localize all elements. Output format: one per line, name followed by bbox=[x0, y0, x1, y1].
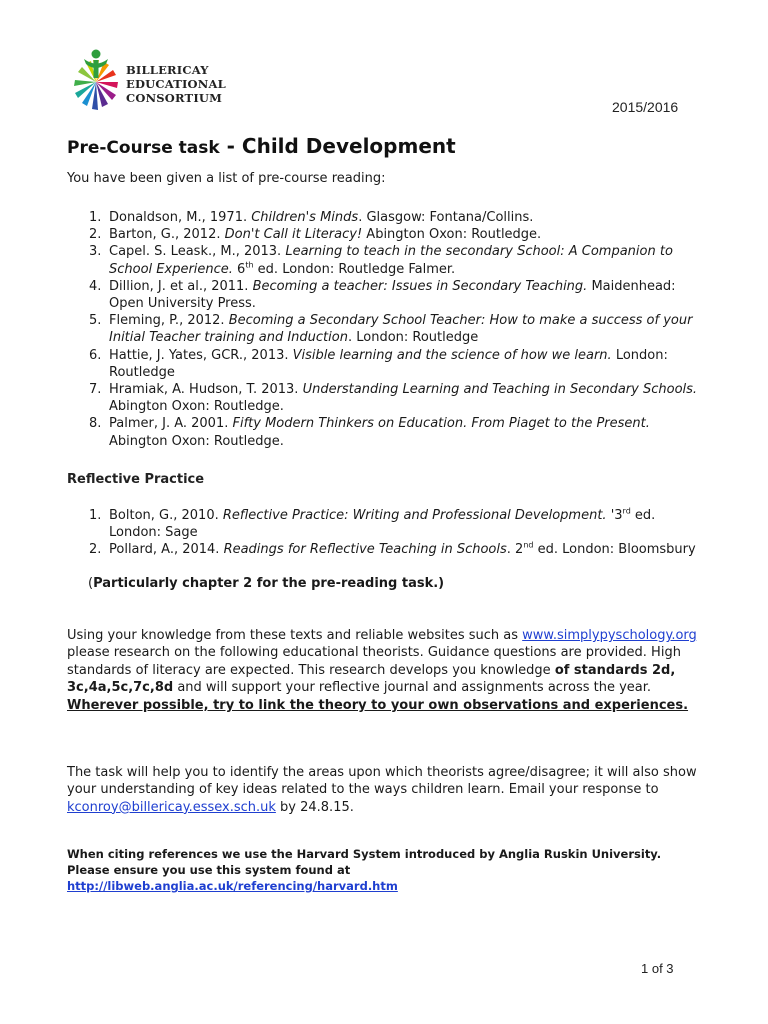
para-text: by 24.8.15. bbox=[275, 799, 354, 815]
para-text: When citing references we use the Harvard System introduced by Anglia Ruskin University. Please ensure you use this system found at bbox=[67, 847, 662, 877]
research-paragraph bbox=[67, 627, 707, 714]
ref-title: Becoming a Secondary School Teacher: How to make a success of your Initial Teacher training and Induction bbox=[109, 313, 693, 346]
ref-text: Donaldson, M., 1971. bbox=[109, 210, 252, 225]
simplypsychology-link[interactable]: www.simplypyschology.org bbox=[522, 628, 697, 643]
logo-line: EDUCATIONAL bbox=[126, 77, 226, 91]
list-number: 2. bbox=[89, 227, 102, 243]
reflective-practice-heading: Reflective Practice bbox=[67, 472, 205, 487]
ref-text: 6 bbox=[232, 261, 246, 277]
list-item bbox=[67, 209, 707, 226]
ref-text: . Glasgow: Fontana/Collins. bbox=[358, 210, 534, 225]
harvard-link[interactable]: http://libweb.anglia.ac.uk/referencing/harvard.htm bbox=[67, 879, 398, 893]
ref-text: ed. London: Routledge Falmer. bbox=[253, 261, 456, 277]
standards-text: of standards 2d, 3c,4a,5c,7c,8d bbox=[67, 662, 676, 696]
list-number: 1. bbox=[89, 508, 102, 523]
list-item bbox=[67, 507, 707, 541]
ref-text: Bolton, G., 2010. bbox=[109, 508, 223, 523]
ref-text: London: Routledge bbox=[109, 347, 668, 380]
para-text: please research on the following educational theorists. Guidance questions are provided. High standards of literacy are expected. This research develops you knowledge bbox=[67, 645, 681, 678]
para-text: The task will help you to identify the areas upon which theorists agree/disagree; it will also show your understanding of key ideas related to the ways children learn. Email your response to bbox=[67, 765, 697, 798]
ref-title: Reflective Practice: Writing and Professional Development. bbox=[222, 508, 607, 523]
ref-title: Readings for Reflective Teaching in Schools bbox=[223, 542, 507, 558]
ref-text: Hramiak, A. Hudson, T. 2013. bbox=[109, 382, 303, 398]
ref-text: Maidenhead: Open University Press. bbox=[109, 278, 676, 312]
ref-text: . 2 bbox=[506, 542, 524, 558]
list-item bbox=[67, 541, 707, 558]
consortium-name bbox=[126, 63, 226, 105]
ref-title: Fifty Modern Thinkers on Education. From Piaget to the Present. bbox=[232, 416, 650, 432]
email-link[interactable]: kconroy@billericay.essex.sch.uk bbox=[67, 799, 276, 815]
ref-title: Learning to teach in the secondary School: A Companion to School Experience. bbox=[109, 244, 673, 277]
ref-text: Fleming, P., 2012. bbox=[109, 313, 229, 329]
link-theory-text: Wherever possible, try to link the theory to your own observations and experiences. bbox=[67, 697, 689, 713]
ref-sup: nd bbox=[523, 541, 534, 551]
para-text: Using your knowledge from these texts and reliable websites such as bbox=[67, 628, 523, 643]
ref-text: Pollard, A., 2014. bbox=[109, 542, 224, 558]
list-number: 6. bbox=[89, 347, 102, 363]
ref-text: Dillion, J. et al., 2011. bbox=[109, 278, 253, 294]
pre-reading-note bbox=[88, 576, 444, 591]
ref-text: ed. London: Bloomsbury bbox=[533, 542, 696, 558]
ref-text: Abington Oxon: Routledge. bbox=[109, 399, 284, 415]
note-text: Particularly chapter 2 for the pre-reading task.) bbox=[93, 576, 445, 591]
page-title bbox=[67, 134, 456, 158]
ref-text: Barton, G., 2012. bbox=[109, 227, 225, 243]
consortium-logo-icon bbox=[66, 42, 126, 114]
ref-text: ed. London: Sage bbox=[109, 508, 656, 541]
ref-text: . London: Routledge bbox=[347, 330, 479, 346]
logo-line: CONSORTIUM bbox=[126, 91, 223, 105]
ref-text: Palmer, J. A. 2001. bbox=[109, 416, 233, 432]
list-number: 1. bbox=[89, 210, 102, 225]
academic-year: 2015/2016 bbox=[612, 99, 679, 115]
ref-title: Becoming a teacher: Issues in Secondary Teaching. bbox=[252, 278, 588, 294]
list-item bbox=[67, 415, 707, 449]
list-number: 2. bbox=[89, 542, 102, 558]
ref-title: Children's Minds bbox=[251, 210, 359, 225]
list-item bbox=[67, 226, 707, 243]
list-number: 3. bbox=[89, 244, 102, 260]
para-text: and will support your reflective journal and assignments across the year. bbox=[173, 680, 652, 696]
ref-title: Don't Call it Literacy! bbox=[224, 227, 363, 243]
logo-line: BILLERICAY bbox=[126, 63, 209, 77]
list-item bbox=[67, 381, 707, 415]
title-part-1: Pre-Course task bbox=[67, 138, 220, 158]
ref-title: Visible learning and the science of how we learn. bbox=[292, 347, 612, 363]
ref-title: Understanding Learning and Teaching in Secondary Schools. bbox=[302, 382, 698, 398]
ref-text: '3 bbox=[606, 508, 623, 523]
ref-text: Hattie, J. Yates, GCR., 2013. bbox=[109, 347, 293, 363]
list-number: 4. bbox=[89, 278, 102, 294]
page-number: 1 of 3 bbox=[641, 961, 674, 976]
intro-text: You have been given a list of pre-course reading: bbox=[67, 171, 386, 186]
list-item bbox=[67, 347, 707, 381]
list-item bbox=[67, 243, 707, 277]
reading-list bbox=[67, 209, 707, 450]
harvard-paragraph bbox=[67, 846, 707, 894]
list-number: 8. bbox=[89, 416, 102, 432]
list-item bbox=[67, 278, 707, 312]
ref-text: Capel. S. Leask., M., 2013. bbox=[109, 244, 286, 260]
ref-text: Abington Oxon: Routledge. bbox=[109, 433, 284, 449]
list-number: 7. bbox=[89, 382, 102, 398]
list-item bbox=[67, 312, 707, 346]
task-paragraph bbox=[67, 764, 707, 816]
ref-text: Abington Oxon: Routledge. bbox=[362, 227, 542, 243]
list-number: 5. bbox=[89, 313, 102, 329]
reflective-reading-list bbox=[67, 507, 707, 559]
title-part-2: - Child Development bbox=[219, 134, 456, 158]
note-paren: ( bbox=[88, 576, 94, 591]
ref-sup: th bbox=[245, 260, 254, 270]
ref-sup: rd bbox=[622, 506, 631, 516]
